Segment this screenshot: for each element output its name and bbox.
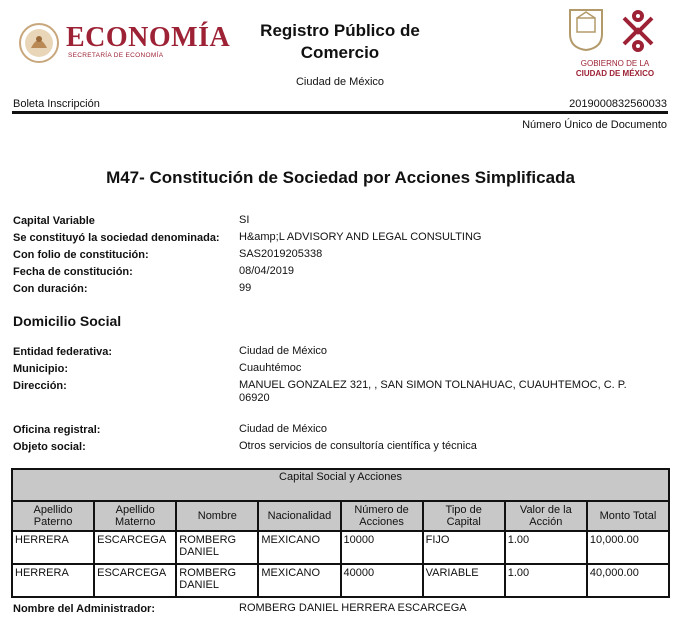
header-valor: Valor de la Acción: [506, 502, 586, 530]
company-name-value: H&amp;L ADVISORY AND LEGAL CONSULTING: [239, 231, 482, 243]
header-acciones: Número de Acciones: [342, 502, 422, 530]
duration-label: Con duración:: [13, 283, 88, 295]
date-label: Fecha de constitución:: [13, 266, 133, 278]
cdmx-shield-logo: [568, 8, 604, 52]
header-monto: Monto Total: [588, 502, 668, 530]
economia-brand: ECONOMÍA: [66, 22, 231, 53]
cell-paterno: HERRERA: [13, 532, 93, 563]
mexico-coat-of-arms-logo: [18, 22, 60, 64]
registry-title-line2: Comercio: [300, 43, 380, 62]
document-number-caption: Número Único de Documento: [522, 119, 667, 131]
capital-variable-value: SI: [239, 214, 250, 226]
direccion-label: Dirección:: [13, 380, 67, 392]
admin-value: ROMBERG DANIEL HERRERA ESCARCEGA: [239, 602, 467, 614]
objeto-value: Otros servicios de consultoría científica y técnica: [239, 440, 477, 452]
municipio-value: Cuauhtémoc: [239, 362, 302, 374]
header-city: Ciudad de México: [295, 76, 385, 88]
domicilio-heading: Domicilio Social: [13, 313, 122, 329]
document-number: 2019000832560033: [569, 98, 667, 110]
cell-acciones: 40000: [342, 565, 422, 596]
cell-nacionalidad: MEXICANO: [259, 565, 339, 596]
capital-table-caption: Capital Social y Acciones: [13, 470, 668, 500]
municipio-label: Municipio:: [13, 363, 68, 375]
cell-monto: 10,000.00: [588, 532, 668, 563]
header-nombre: Nombre: [177, 502, 257, 530]
capital-table: [11, 468, 670, 598]
cell-nacionalidad: MEXICANO: [259, 532, 339, 563]
capital-variable-label: Capital Variable: [13, 215, 95, 227]
header-materno: Apellido Materno: [95, 502, 175, 530]
cell-tipo: VARIABLE: [424, 565, 504, 596]
cdmx-gov-line1: GOBIERNO DE LA: [580, 59, 650, 68]
cell-valor: 1.00: [506, 532, 586, 563]
cell-valor: 1.00: [506, 565, 586, 596]
cdmx-gov-line2: CIUDAD DE MÉXICO: [575, 69, 655, 78]
duration-value: 99: [239, 282, 252, 294]
header-divider: [12, 111, 668, 114]
company-name-label: Se constituyó la sociedad denominada:: [13, 232, 220, 244]
header-nacionalidad: Nacionalidad: [259, 502, 339, 530]
objeto-label: Objeto social:: [13, 441, 86, 453]
cell-nombre: ROMBERG DANIEL: [177, 565, 257, 596]
admin-label: Nombre del Administrador:: [13, 603, 155, 615]
cell-materno: ESCARCEGA: [95, 565, 175, 596]
table-row: [13, 532, 668, 563]
cdmx-government-label: [560, 59, 670, 79]
folio-value: SAS2019205338: [239, 248, 323, 260]
cell-tipo: FIJO: [424, 532, 504, 563]
entidad-value: Ciudad de México: [239, 345, 328, 357]
document-title: M47- Constitución de Sociedad por Acciones Simplificada: [106, 168, 575, 187]
direccion-line2: 06920: [239, 392, 270, 404]
entidad-label: Entidad federativa:: [13, 346, 113, 358]
cell-acciones: 10000: [342, 532, 422, 563]
oficina-label: Oficina registral:: [13, 424, 101, 436]
header-paterno: Apellido Paterno: [13, 502, 93, 530]
cell-monto: 40,000.00: [588, 565, 668, 596]
economia-subtitle: SECRETARÍA DE ECONOMÍA: [68, 52, 164, 59]
cdmx-emblem-logo: [616, 8, 660, 54]
registry-title: [240, 20, 440, 64]
cell-paterno: HERRERA: [13, 565, 93, 596]
cell-nombre: ROMBERG DANIEL: [177, 532, 257, 563]
folio-label: Con folio de constitución:: [13, 249, 149, 261]
direccion-line1: MANUEL GONZALEZ 321, , SAN SIMON TOLNAHUAC, CUAUHTEMOC, C. P.: [239, 379, 627, 391]
capital-table-header: [13, 502, 668, 530]
date-value: 08/04/2019: [239, 265, 295, 277]
table-row: [13, 565, 668, 596]
cell-materno: ESCARCEGA: [95, 532, 175, 563]
boleta-label: Boleta Inscripción: [13, 98, 100, 110]
oficina-value: Ciudad de México: [239, 423, 328, 435]
registry-title-line1: Registro Público de: [260, 21, 420, 40]
header-tipo: Tipo de Capital: [424, 502, 504, 530]
